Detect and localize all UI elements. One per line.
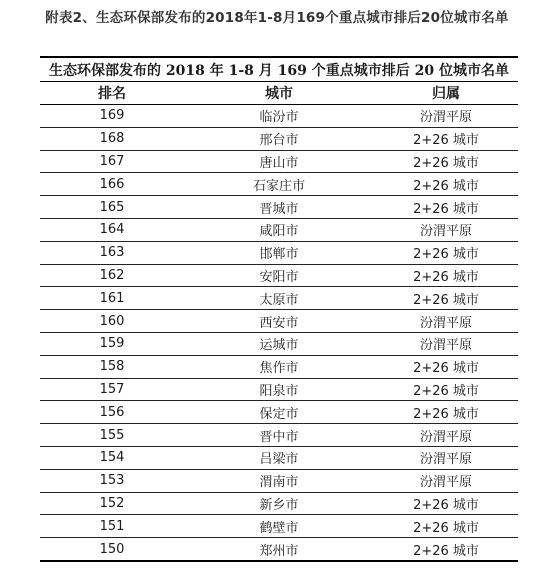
column-header-region: 归属 [374, 82, 518, 105]
region-cell: 汾渭平原 [374, 105, 518, 128]
city-cell: 焦作市 [184, 355, 374, 378]
rank-cell: 156 [40, 401, 184, 424]
rank-cell: 168 [40, 127, 184, 150]
rank-cell: 166 [40, 173, 184, 196]
table-row [40, 241, 518, 264]
rank-cell: 165 [40, 196, 184, 219]
city-cell: 运城市 [184, 332, 374, 355]
region-cell: 2+26 城市 [374, 173, 518, 196]
city-cell: 临汾市 [184, 105, 374, 128]
table-row [40, 446, 518, 469]
region-cell: 2+26 城市 [374, 287, 518, 310]
city-cell: 安阳市 [184, 264, 374, 287]
city-cell: 鹤壁市 [184, 515, 374, 538]
rank-cell: 152 [40, 492, 184, 515]
ranking-table [40, 56, 518, 562]
table-row [40, 424, 518, 447]
table-row [40, 150, 518, 173]
rank-cell: 167 [40, 150, 184, 173]
table-row [40, 538, 518, 561]
city-cell: 邯郸市 [184, 241, 374, 264]
region-cell: 2+26 城市 [374, 241, 518, 264]
table-row [40, 469, 518, 492]
table-row [40, 515, 518, 538]
rank-cell: 154 [40, 446, 184, 469]
rank-cell: 157 [40, 378, 184, 401]
region-cell: 2+26 城市 [374, 355, 518, 378]
table-header-row [40, 82, 518, 105]
rank-cell: 162 [40, 264, 184, 287]
city-cell: 太原市 [184, 287, 374, 310]
column-header-city: 城市 [184, 82, 374, 105]
rank-cell: 153 [40, 469, 184, 492]
table-row [40, 105, 518, 128]
table-row [40, 287, 518, 310]
rank-cell: 160 [40, 310, 184, 333]
region-cell: 2+26 城市 [374, 378, 518, 401]
city-cell: 新乡市 [184, 492, 374, 515]
table-title: 生态环保部发布的 2018 年 1-8 月 169 个重点城市排后 20 位城市名单 [40, 57, 518, 82]
region-cell: 2+26 城市 [374, 150, 518, 173]
region-cell: 2+26 城市 [374, 264, 518, 287]
city-cell: 西安市 [184, 310, 374, 333]
region-cell: 汾渭平原 [374, 446, 518, 469]
city-cell: 石家庄市 [184, 173, 374, 196]
table-row [40, 264, 518, 287]
table-row [40, 332, 518, 355]
city-cell: 郑州市 [184, 538, 374, 561]
city-cell: 吕梁市 [184, 446, 374, 469]
rank-cell: 169 [40, 105, 184, 128]
region-cell: 汾渭平原 [374, 310, 518, 333]
region-cell: 汾渭平原 [374, 218, 518, 241]
region-cell: 2+26 城市 [374, 515, 518, 538]
ranking-table-container [40, 56, 518, 562]
rank-cell: 164 [40, 218, 184, 241]
rank-cell: 151 [40, 515, 184, 538]
table-row [40, 355, 518, 378]
region-cell: 汾渭平原 [374, 332, 518, 355]
rank-cell: 158 [40, 355, 184, 378]
region-cell: 2+26 城市 [374, 401, 518, 424]
region-cell: 汾渭平原 [374, 424, 518, 447]
rank-cell: 155 [40, 424, 184, 447]
table-row [40, 173, 518, 196]
table-row [40, 127, 518, 150]
table-row [40, 196, 518, 219]
city-cell: 保定市 [184, 401, 374, 424]
table-row [40, 492, 518, 515]
column-header-rank: 排名 [40, 82, 184, 105]
table-row [40, 401, 518, 424]
city-cell: 渭南市 [184, 469, 374, 492]
table-row [40, 310, 518, 333]
city-cell: 唐山市 [184, 150, 374, 173]
rank-cell: 150 [40, 538, 184, 561]
region-cell: 汾渭平原 [374, 469, 518, 492]
city-cell: 阳泉市 [184, 378, 374, 401]
rank-cell: 159 [40, 332, 184, 355]
city-cell: 晋城市 [184, 196, 374, 219]
city-cell: 邢台市 [184, 127, 374, 150]
document-caption: 附表2、生态环保部发布的2018年1-8月169个重点城市排后20位城市名单 [45, 10, 509, 26]
city-cell: 咸阳市 [184, 218, 374, 241]
city-cell: 晋中市 [184, 424, 374, 447]
rank-cell: 161 [40, 287, 184, 310]
table-row [40, 378, 518, 401]
table-row [40, 218, 518, 241]
region-cell: 2+26 城市 [374, 127, 518, 150]
rank-cell: 163 [40, 241, 184, 264]
region-cell: 2+26 城市 [374, 196, 518, 219]
table-body [40, 105, 518, 561]
table-title-row [40, 57, 518, 82]
region-cell: 2+26 城市 [374, 492, 518, 515]
region-cell: 2+26 城市 [374, 538, 518, 561]
